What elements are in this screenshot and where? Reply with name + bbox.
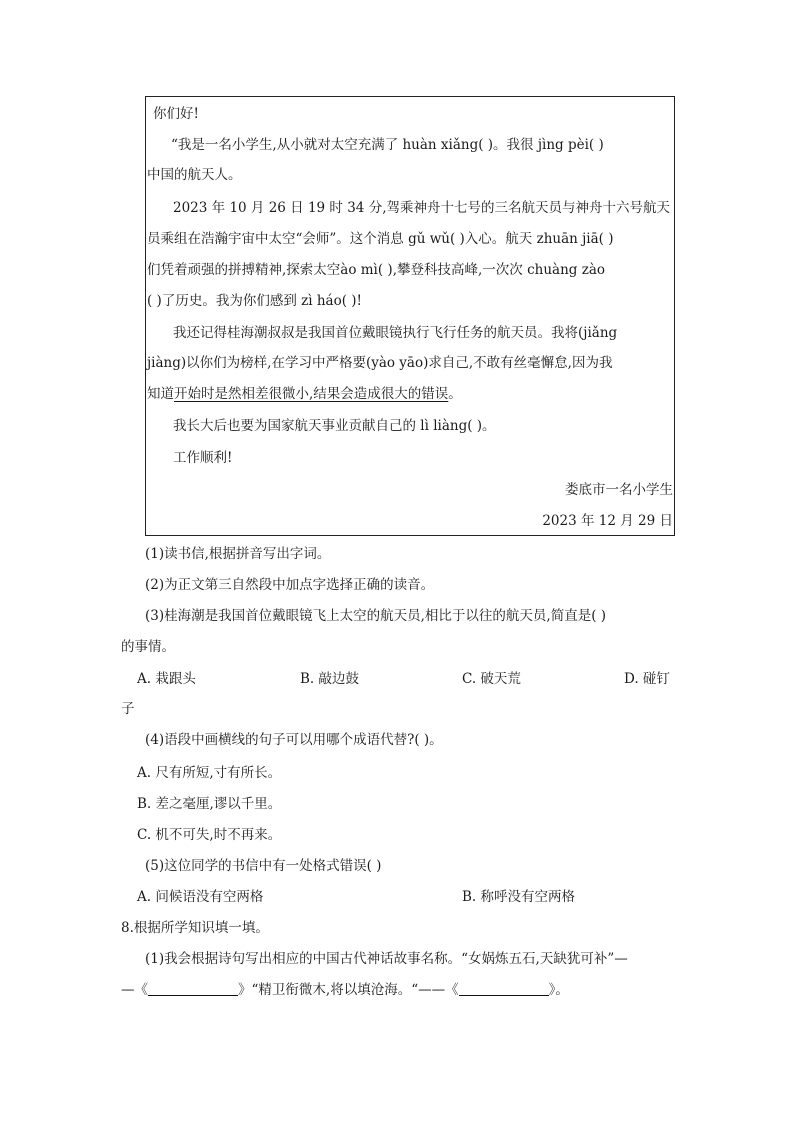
question-3-line2: 的事情。 [121,639,175,655]
answer-blank-1[interactable] [148,981,238,996]
question-2: (2)为正文第三自然段中加点字选择正确的读音。 [145,577,435,593]
item1-part-a: —《 [121,982,148,998]
letter-p2-line3: 们凭着顽强的拼搏精神,探索太空ào mì( ),攀登科技高峰,一次次 chuàng zào [147,262,605,278]
q3-option-a[interactable]: A. 栽跟头 [137,671,196,687]
q4-option-b[interactable]: B. 差之毫厘,谬以千里。 [137,796,282,812]
letter-signature: 娄底市一名小学生 [565,482,673,498]
question-5: (5)这位同学的书信中有一处格式错误( ) [145,858,382,874]
letter-p2-line2: 员乘组在浩瀚宇宙中太空“会师”。这个消息 gǔ wǔ( )入心。航天 zhuān jiā( ) [147,231,614,247]
q5-option-b[interactable]: B. 称呼没有空两格 [462,889,576,905]
letter-date: 2023 年 12 月 29 日 [542,513,673,529]
letter-p3-line3 [147,385,462,403]
letter-box [145,96,675,536]
letter-p2-line4: ( )了历史。我为你们感到 zì háo( )! [147,293,362,309]
letter-p1-line1: “我是一名小学生,从小就对太空充满了 huàn xiǎng( )。我很 jìng pèi( ) [171,137,604,153]
letter-p3-line1: 我还记得桂海潮叔叔是我国首位戴眼镜执行飞行任务的航天员。我将(jiǎng [173,325,618,341]
section8-item1-line2 [121,981,569,999]
question-1: (1)读书信,根据拼音写出字词。 [145,546,331,562]
item1-part-c: 》。 [548,982,569,998]
q3-option-c[interactable]: C. 破天荒 [462,671,521,687]
q3-option-d-wrap: 子 [121,701,135,717]
question-4: (4)语段中画横线的句子可以用哪个成语代替?( )。 [145,732,443,748]
letter-p3-line2: jiàng)以你们为榜样,在学习中严格要(yào yāo)求自己,不敢有丝毫懈怠,因为我 [147,355,613,371]
q4-option-c[interactable]: C. 机不可失,时不再来。 [137,827,282,843]
letter-p2-line1: 2023 年 10 月 26 日 19 时 34 分,驾乘神舟十七号的三名航天员与神舟十六号航天 [173,200,670,216]
p3-line3-prefix: 知道 [147,386,174,402]
item1-part-b: 》“精卫衔微木,将以填沧海。“——《 [238,982,459,998]
section8-item1-line1: (1)我会根据诗句写出相应的中国古代神话故事名称。“女娲炼五石,天缺犹可补”— [145,951,628,967]
section8-title: 8.根据所学知识填一填。 [121,920,269,936]
q4-option-a[interactable]: A. 尺有所短,寸有所长。 [137,765,282,781]
q3-option-d[interactable]: D. 碰钉 [624,671,670,687]
answer-blank-2[interactable] [459,981,549,996]
q3-option-b[interactable]: B. 敲边鼓 [300,671,360,687]
p3-line3-suffix: 。 [448,386,462,402]
question-3-line1: (3)桂海潮是我国首位戴眼镜飞上太空的航天员,相比于以往的航天员,简直是( ) [145,608,607,624]
q5-option-a[interactable]: A. 问候语没有空两格 [137,889,264,905]
letter-p1-line2: 中国的航天人。 [147,167,242,183]
letter-closing: 工作顺利! [173,450,233,466]
letter-greeting: 你们好! [153,106,199,122]
underlined-sentence: 开始时是然相差很微小,结果会造成很大的错误 [174,386,449,402]
letter-p4: 我长大后也要为国家航天事业贡献自己的 lì liàng( )。 [173,418,496,434]
